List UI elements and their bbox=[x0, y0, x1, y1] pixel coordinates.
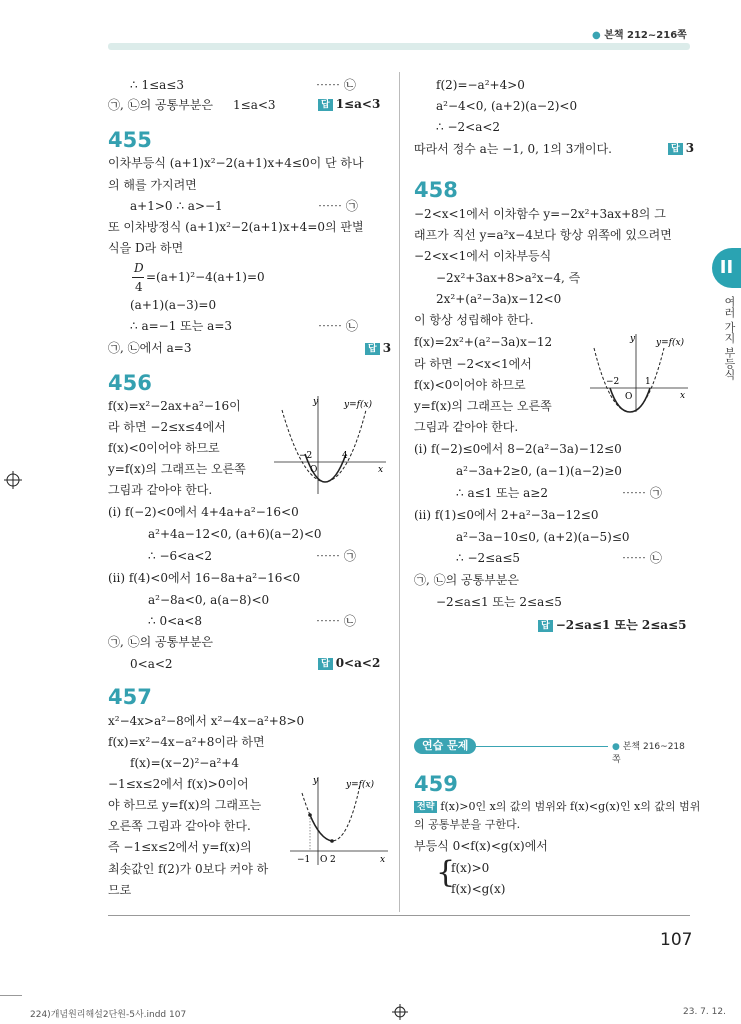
p459-line: f(x)>0 bbox=[451, 861, 490, 875]
graph-y-label: y bbox=[313, 776, 319, 786]
p458-line: f(x)<0이어야 하므로 bbox=[414, 378, 526, 392]
p456-mark: ⋯⋯ ㉡ bbox=[316, 614, 356, 628]
right-top-line: a²−4<0, (a+2)(a−2)<0 bbox=[436, 99, 578, 113]
graph-tick-right: 1 bbox=[645, 377, 651, 387]
p457-line: 최솟값인 f(2)가 0보다 커야 하 bbox=[108, 862, 269, 876]
p455-line: (a+1)(a−3)=0 bbox=[130, 298, 217, 312]
header-ref: ● 본책 212~216쪽 bbox=[592, 30, 687, 41]
p455-line: 이차부등식 (a+1)x²−2(a+1)x+4≤0이 단 하나 bbox=[108, 156, 364, 170]
problem-457-number: 457 bbox=[108, 685, 152, 709]
p456-line: a²+4a−12<0, (a+6)(a−2)<0 bbox=[148, 527, 322, 541]
p458-line: a²−3a−10≤0, (a+2)(a−5)≤0 bbox=[456, 530, 630, 544]
p456-line: (i) f(−2)<0에서 4+4a+a²−16<0 bbox=[108, 505, 299, 519]
bullet-icon: ● bbox=[612, 742, 620, 752]
practice-ref: ● 본책 216~218쪽 bbox=[608, 739, 690, 765]
endpoint-dot bbox=[330, 839, 334, 843]
p459-line: f(x)<g(x) bbox=[451, 882, 506, 896]
right-top-line: f(2)=−a²+4>0 bbox=[436, 78, 525, 92]
p457-line: −1≤x≤2에서 f(x)>0이어 bbox=[108, 777, 249, 791]
p455-line: 또 이차방정식 (a+1)x²−2(a+1)x+4=0의 판별 bbox=[108, 220, 364, 234]
p455-line: ㉠, ㉡에서 a=3 bbox=[108, 341, 192, 355]
p455-mark: ⋯⋯ ㉠ bbox=[318, 199, 358, 213]
graph-function-label: y=f(x) bbox=[346, 780, 375, 790]
answer-457: 답 3 bbox=[668, 141, 694, 155]
graph-origin: O bbox=[625, 392, 633, 402]
footer-file: 224)개념원리해설2단원-5사.indd 107 bbox=[30, 1010, 187, 1020]
p456-line: 라 하면 −2≤x≤4에서 bbox=[108, 420, 226, 434]
answer-454: 답 1≤a<3 bbox=[318, 97, 380, 111]
problem-456-number: 456 bbox=[108, 371, 152, 395]
p458-line: 이 항상 성립해야 한다. bbox=[414, 313, 534, 327]
problem-455-number: 455 bbox=[108, 128, 152, 152]
p458-mark: ⋯⋯ ㉡ bbox=[622, 551, 662, 565]
p456-mark: ⋯⋯ ㉠ bbox=[316, 549, 356, 563]
p455-line: ∴ a=−1 또는 a=3 bbox=[130, 319, 233, 333]
p458-line: −2<x<1에서 이차함수 y=−2x²+3ax+8의 그 bbox=[414, 207, 666, 221]
answer-458: 답 −2≤a≤1 또는 2≤a≤5 bbox=[538, 616, 686, 633]
practice-label: 연습 문제 bbox=[414, 738, 476, 754]
p456-line: y=f(x)의 그래프는 오른쪽 bbox=[108, 462, 246, 476]
graph-tick-left: −1 bbox=[297, 855, 311, 865]
p456-line: f(x)<0이어야 하므로 bbox=[108, 441, 220, 455]
p457-line: 므로 bbox=[108, 883, 132, 897]
p458-line: 라 하면 −2<x<1에서 bbox=[414, 357, 532, 371]
p458-line: ∴ a≤1 또는 a≥2 bbox=[456, 486, 548, 500]
p459-strategy-2: 의 공통부분을 구한다. bbox=[414, 818, 521, 831]
footer-date: 23. 7. 12. bbox=[683, 1007, 726, 1017]
graph-tick-left: −2 bbox=[299, 451, 313, 461]
fraction-bar bbox=[132, 277, 144, 278]
parabola-dashed bbox=[594, 348, 664, 412]
graph-origin: O bbox=[320, 855, 328, 865]
p459-strategy: 전략 f(x)>0인 x의 값의 범위와 f(x)<g(x)인 x의 값의 범위 bbox=[414, 799, 700, 815]
p458-line: (i) f(−2)≤0에서 8−2(a²−3a)−12≤0 bbox=[414, 442, 622, 456]
bullet-icon: ● bbox=[592, 30, 601, 41]
p457-line: 즉 −1≤x≤2에서 y=f(x)의 bbox=[108, 840, 252, 854]
problem-459-number: 459 bbox=[414, 772, 458, 796]
p455-mark: ⋯⋯ ㉡ bbox=[318, 319, 358, 333]
p457-line: f(x)=(x−2)²−a²+4 bbox=[130, 756, 239, 770]
graph-458 bbox=[588, 330, 693, 415]
p455-line: 의 해를 가지려면 bbox=[108, 178, 197, 192]
p458-line: ㉠, ㉡의 공통부분은 bbox=[414, 573, 519, 587]
fraction-numerator: D bbox=[134, 261, 144, 275]
strategy-tag: 전략 bbox=[414, 801, 437, 813]
left-top-mark-1: ⋯⋯ ㉡ bbox=[316, 78, 356, 92]
p458-line: y=f(x)의 그래프는 오른쪽 bbox=[414, 399, 552, 413]
p455-line: 식을 D라 하면 bbox=[108, 241, 184, 255]
left-top-line-2: ㉠, ㉡의 공통부분은 bbox=[108, 98, 213, 112]
column-divider bbox=[399, 72, 400, 912]
side-tab bbox=[712, 248, 741, 288]
graph-457 bbox=[288, 773, 392, 868]
fraction-denominator: 4 bbox=[135, 280, 143, 294]
graph-x-label: x bbox=[380, 855, 386, 865]
page-number: 107 bbox=[660, 930, 693, 950]
p458-line: (ii) f(1)≤0에서 2+a²−3a−12≤0 bbox=[414, 508, 599, 522]
p455-line: a+1>0 ∴ a>−1 bbox=[130, 199, 223, 213]
side-tab-numeral: II bbox=[719, 257, 734, 278]
p456-line: ㉠, ㉡의 공통부분은 bbox=[108, 635, 213, 649]
p456-line: 0<a<2 bbox=[130, 657, 173, 671]
graph-tick-right: 2 bbox=[330, 855, 336, 865]
p458-line: ∴ −2≤a≤5 bbox=[456, 551, 521, 565]
graph-x-label: x bbox=[680, 391, 686, 401]
p459-line: 부등식 0<f(x)<g(x)에서 bbox=[414, 839, 548, 853]
graph-origin: O bbox=[310, 465, 318, 475]
parabola-dashed bbox=[302, 785, 360, 841]
bottom-rule bbox=[108, 915, 690, 916]
p456-line: (ii) f(4)<0에서 16−8a+a²−16<0 bbox=[108, 571, 301, 585]
graph-function-label: y=f(x) bbox=[656, 338, 685, 348]
p457-line: f(x)=x²−4x−a²+8이라 하면 bbox=[108, 735, 265, 749]
p457-line: 오른쪽 그림과 같아야 한다. bbox=[108, 819, 251, 833]
footer-rule bbox=[0, 995, 22, 996]
p458-line: −2≤a≤1 또는 2≤a≤5 bbox=[436, 595, 562, 609]
left-top-line-3: 1≤a<3 bbox=[233, 98, 276, 112]
graph-x-label: x bbox=[378, 465, 384, 475]
parabola-solid bbox=[310, 815, 332, 841]
right-top-line: 따라서 정수 a는 −1, 0, 1의 3개이다. bbox=[414, 142, 612, 156]
p458-line: 그림과 같아야 한다. bbox=[414, 420, 519, 434]
p458-mark: ⋯⋯ ㉠ bbox=[622, 486, 662, 500]
p458-line: a²−3a+2≥0, (a−1)(a−2)≥0 bbox=[456, 464, 622, 478]
p456-line: a²−8a<0, a(a−8)<0 bbox=[148, 593, 270, 607]
p458-line: −2<x<1에서 이차부등식 bbox=[414, 249, 552, 263]
graph-y-label: y bbox=[313, 397, 319, 407]
graph-tick-left: −2 bbox=[606, 377, 620, 387]
left-top-line-1: ∴ 1≤a≤3 bbox=[130, 78, 184, 92]
brace: { bbox=[436, 855, 456, 890]
graph-tick-right: 4 bbox=[342, 451, 348, 461]
header-bar bbox=[108, 43, 690, 50]
p457-line: x²−4x>a²−8에서 x²−4x−a²+8>0 bbox=[108, 714, 305, 728]
p455-line: =(a+1)²−4(a+1)=0 bbox=[146, 270, 265, 284]
p458-line: 2x²+(a²−3a)x−12<0 bbox=[436, 292, 562, 306]
p458-line: 래프가 직선 y=a²x−4보다 항상 위쪽에 있으려면 bbox=[414, 228, 672, 242]
p456-line: f(x)=x²−2ax+a²−16이 bbox=[108, 399, 241, 413]
right-top-line: ∴ −2<a<2 bbox=[436, 120, 501, 134]
parabola-dashed bbox=[282, 410, 366, 482]
side-tab-title: 여러 가지 부등식 bbox=[723, 296, 736, 380]
p456-line: 그림과 같아야 한다. bbox=[108, 483, 213, 497]
registration-mark-icon bbox=[392, 1004, 408, 1020]
graph-y-label: y bbox=[630, 334, 636, 344]
answer-455: 답 3 bbox=[365, 341, 391, 355]
problem-458-number: 458 bbox=[414, 178, 458, 202]
p458-line: f(x)=2x²+(a²−3a)x−12 bbox=[414, 335, 553, 349]
answer-456: 답 0<a<2 bbox=[318, 656, 380, 670]
p457-line: 야 하므로 y=f(x)의 그래프는 bbox=[108, 798, 262, 812]
p456-line: ∴ 0<a<8 bbox=[148, 614, 202, 628]
registration-mark-icon bbox=[4, 471, 22, 489]
p458-line: −2x²+3ax+8>a²x−4, 즉 bbox=[436, 271, 581, 285]
graph-function-label: y=f(x) bbox=[344, 400, 373, 410]
practice-banner bbox=[414, 738, 690, 765]
graph-456 bbox=[270, 392, 390, 497]
p456-line: ∴ −6<a<2 bbox=[148, 549, 213, 563]
